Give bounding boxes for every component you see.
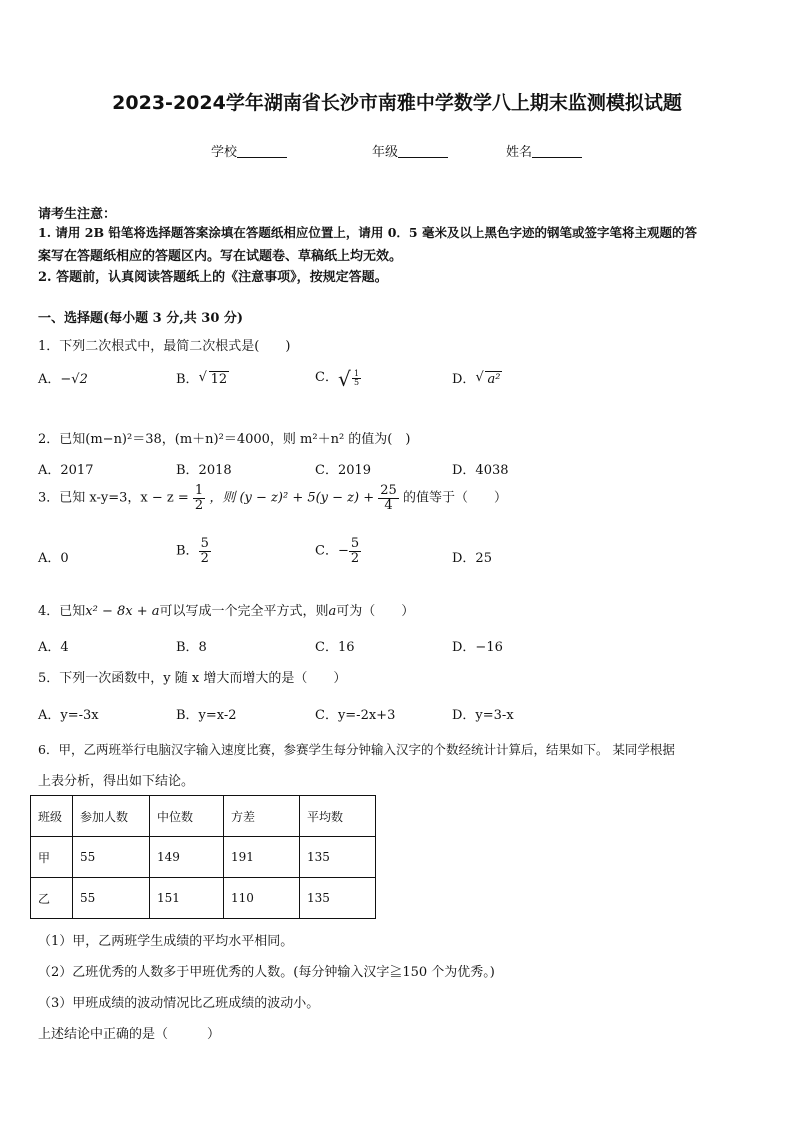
q1-c-num: 1 xyxy=(353,368,360,378)
name-label: 姓名 xyxy=(506,145,533,160)
table-row xyxy=(31,878,376,919)
q1-d-radicand: a² xyxy=(487,372,501,387)
q4-stem-pre: 4．已知 xyxy=(38,604,86,619)
q1-c-label: C． xyxy=(315,370,338,385)
q3-frac1-den: 2 xyxy=(194,497,204,513)
q3-b-den: 2 xyxy=(200,550,209,566)
q4-option-b: B．8 xyxy=(176,640,207,655)
grade-label: 年级 xyxy=(372,145,399,160)
q4-expr: x² − 8x + a xyxy=(85,604,160,619)
q1-a-value: −√2 xyxy=(60,372,88,387)
notice-item1-line1: 1. 请用 2B 铅笔将选择题答案涂填在答题纸相应位置上，请用 0．5 毫米及以上黑色字迹的钢笔或签字笔将主观题的答 xyxy=(38,225,697,240)
q3-stem xyxy=(38,484,507,512)
q3-c-den: 2 xyxy=(350,550,360,566)
grade-blank xyxy=(398,145,448,158)
table-cell: 151 xyxy=(150,878,224,919)
q6-conclusion-3: （3）甲班成绩的波动情况比乙班成绩的波动小。 xyxy=(38,996,320,1011)
q4-stem-mid: 可以写成一个完全平方式，则 xyxy=(159,604,329,619)
table-cell: 55 xyxy=(73,878,150,919)
table-cell: 135 xyxy=(300,878,376,919)
q3-option-c xyxy=(315,537,361,565)
name-field xyxy=(506,141,582,160)
notice-heading: 请考生注意： xyxy=(38,207,117,222)
q3-option-d: D．25 xyxy=(452,551,492,566)
q3-frac2-num: 25 xyxy=(380,483,397,498)
q2-option-a: A．2017 xyxy=(38,463,94,478)
table-cell: 乙 xyxy=(31,878,73,919)
notice-item2: 2. 答题前，认真阅读答题纸上的《注意事项》，按规定答题。 xyxy=(38,270,388,285)
q1-b-label: B． xyxy=(176,372,199,387)
q1-c-den: 5 xyxy=(353,378,360,387)
q1-stem: 1．下列二次根式中，最简二次根式是( ) xyxy=(38,339,291,354)
q1-option-a xyxy=(38,368,88,387)
q3-stem-mid: ，则 (y − z)² + 5(y − z) + xyxy=(209,490,375,506)
q3-option-b xyxy=(176,537,211,565)
q3-frac1 xyxy=(193,484,205,512)
table-header-cell: 平均数 xyxy=(300,796,376,837)
name-blank xyxy=(532,145,582,158)
q5-option-a: A．y=-3x xyxy=(38,708,99,723)
table-header-cell: 参加人数 xyxy=(73,796,150,837)
q3-frac1-num: 1 xyxy=(194,483,204,498)
school-blank xyxy=(237,145,287,158)
table-header-cell: 方差 xyxy=(224,796,300,837)
q3-b-label: B． xyxy=(176,543,199,559)
q5-option-c: C．y=-2x+3 xyxy=(315,708,396,723)
q1-a-label: A． xyxy=(38,372,61,387)
q3-frac2-den: 4 xyxy=(384,497,393,513)
table-header-cell: 中位数 xyxy=(150,796,224,837)
table-cell: 149 xyxy=(150,837,224,878)
q6-line2: 上表分析，得出如下结论。 xyxy=(38,774,195,789)
notice-item1-line2: 案写在答题纸相应的答题区内。写在试题卷、草稿纸上均无效。 xyxy=(38,249,403,264)
q3-option-a: A．0 xyxy=(38,551,69,566)
q3-frac2 xyxy=(378,484,399,512)
q6-table xyxy=(30,795,376,919)
q5-option-b: B．y=x-2 xyxy=(176,708,237,723)
q3-b-num: 5 xyxy=(200,536,209,551)
q4-option-d: D．−16 xyxy=(452,640,503,655)
q6-ask: 上述结论中正确的是（ ） xyxy=(38,1027,221,1042)
q1-d-label: D． xyxy=(452,372,476,387)
q3-c-frac xyxy=(349,537,361,565)
q4-option-c: C．16 xyxy=(315,640,355,655)
q2-option-d: D．4038 xyxy=(452,463,509,478)
q4-var: a xyxy=(328,604,337,619)
q3-b-frac xyxy=(199,537,211,565)
grade-field xyxy=(372,141,448,160)
q1-option-b xyxy=(176,368,229,387)
q1-option-d xyxy=(452,368,502,387)
q3-c-num: 5 xyxy=(350,536,360,551)
table-header-row xyxy=(31,796,376,837)
q2-option-c: C．2019 xyxy=(315,463,372,478)
q4-option-a: A．4 xyxy=(38,640,69,655)
q1-b-sqrt: √ 12 xyxy=(198,370,228,387)
q2-option-b: B．2018 xyxy=(176,463,232,478)
q5-stem: 5．下列一次函数中，y 随 x 增大而增大的是（ ） xyxy=(38,671,347,686)
school-label: 学校 xyxy=(211,145,238,160)
school-field xyxy=(211,141,287,160)
q3-c-label: C．− xyxy=(315,543,349,559)
table-cell: 110 xyxy=(224,878,300,919)
page-title: 2023-2024学年湖南省长沙市南雅中学数学八上期末监测模拟试题 xyxy=(112,92,682,114)
q6-conclusion-2: （2）乙班优秀的人数多于甲班优秀的人数。(每分钟输入汉字≧150 个为优秀。) xyxy=(38,965,495,980)
q1-c-sqrt: √ $\frac{1}{5}$ xyxy=(337,366,360,391)
q3-stem-post: 的值等于（ ） xyxy=(402,490,507,506)
q4-stem-post: 可为（ ） xyxy=(336,604,415,619)
q1-option-c xyxy=(315,366,361,391)
q1-d-sqrt: √ a² xyxy=(475,370,501,387)
table-cell: 55 xyxy=(73,837,150,878)
q2-stem: 2．已知(m−n)²＝38，(m＋n)²＝4000，则 m²＋n² 的值为( ) xyxy=(38,432,411,447)
q6-line1: 6．甲，乙两班举行电脑汉字输入速度比赛，参赛学生每分钟输入汉字的个数经统计计算后，结果如下。 某同学根据 xyxy=(38,742,675,757)
table-cell: 135 xyxy=(300,837,376,878)
q5-option-d: D．y=3-x xyxy=(452,708,514,723)
q6-conclusion-1: （1）甲，乙两班学生成绩的平均水平相同。 xyxy=(38,934,294,949)
table-header-cell: 班级 xyxy=(31,796,73,837)
table-row xyxy=(31,837,376,878)
table-cell: 191 xyxy=(224,837,300,878)
q3-stem-pre: 3．已知 x-y=3，x − z = xyxy=(38,490,189,506)
q1-b-radicand: 12 xyxy=(210,372,228,387)
table-cell: 甲 xyxy=(31,837,73,878)
section1-heading: 一、选择题(每小题 3 分,共 30 分) xyxy=(38,311,244,326)
q4-stem xyxy=(38,600,414,619)
